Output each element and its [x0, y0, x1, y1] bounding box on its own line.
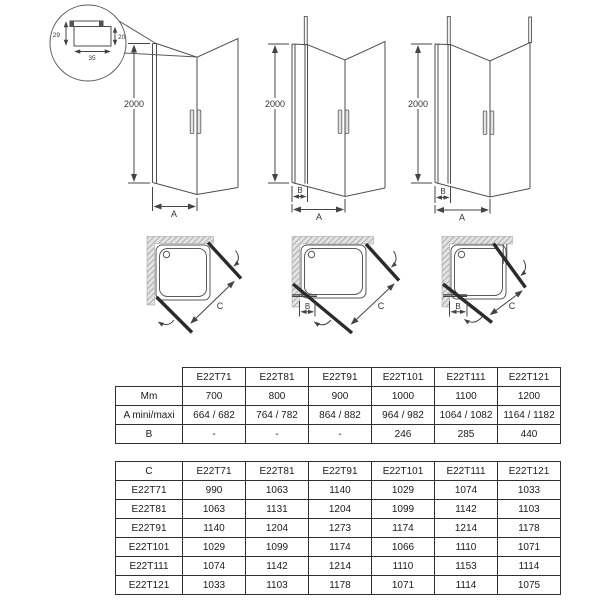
detail-depth-label: 20: [118, 34, 126, 41]
cell: 1214: [309, 557, 372, 576]
swing-arrow-icon: [315, 320, 332, 325]
dim-height-1: [123, 44, 150, 184]
table-row: [116, 500, 561, 519]
table-row: [116, 576, 561, 595]
row-label: E22T101: [116, 538, 183, 557]
width-label: A: [170, 209, 178, 219]
cell: 1071: [498, 538, 561, 557]
cell: 1114: [435, 576, 498, 595]
elevation-2: [264, 17, 385, 223]
col-header: E22T121: [498, 462, 561, 481]
swing-arrow-icon: [521, 260, 526, 276]
c-table: [115, 461, 561, 595]
cell: 1063: [246, 481, 309, 500]
cell: 1200: [498, 387, 561, 406]
offset-label: B: [455, 302, 461, 311]
offset-label: B: [440, 187, 446, 196]
cell: 964 / 982: [372, 406, 435, 425]
cell: 1074: [183, 557, 246, 576]
cell: 800: [246, 387, 309, 406]
cell: 1074: [435, 481, 498, 500]
dim-height-2: [264, 44, 289, 183]
row-label: B: [116, 425, 183, 444]
row-label: A mini/maxi: [116, 406, 183, 425]
swing-arrow-icon: [392, 251, 397, 267]
diagonal-label: C: [508, 301, 516, 311]
door-panel: [157, 297, 193, 333]
swing-arrow-icon: [465, 317, 483, 322]
cell: 1099: [372, 500, 435, 519]
shower-tray: [301, 245, 366, 298]
cell: 900: [309, 387, 372, 406]
cell: 864 / 882: [309, 406, 372, 425]
col-header: E22T71: [183, 368, 246, 387]
cell: 1204: [246, 519, 309, 538]
dim-offset-plan-2: [300, 301, 316, 317]
cell: 1164 / 1182: [498, 406, 561, 425]
height-label: 2000: [123, 99, 145, 109]
row-label: E22T71: [116, 481, 183, 500]
cell: 1071: [372, 576, 435, 595]
c-table-container: [115, 461, 561, 595]
cell: 1075: [498, 576, 561, 595]
cell: 1110: [372, 557, 435, 576]
table-row: [116, 406, 561, 425]
dim-offset-2: [292, 186, 308, 202]
cell: 440: [498, 425, 561, 444]
row-label: Mm: [116, 387, 183, 406]
cell: 1064 / 1082: [435, 406, 498, 425]
diagonal-label: C: [216, 301, 224, 311]
drain-icon: [308, 251, 314, 257]
cell: 1103: [498, 500, 561, 519]
plan-view-1: [147, 237, 241, 333]
row-label: E22T91: [116, 519, 183, 538]
cell: 1110: [435, 538, 498, 557]
swing-arrow-icon: [159, 320, 175, 325]
cell: 1103: [246, 576, 309, 595]
cell: 1029: [183, 538, 246, 557]
table-row: [116, 557, 561, 576]
corner-blank-cell: [116, 368, 183, 387]
col-header: E22T81: [246, 368, 309, 387]
swing-arrow-icon: [234, 251, 238, 267]
col-header: E22T101: [372, 462, 435, 481]
col-header: E22T91: [309, 462, 372, 481]
cell: 1063: [183, 500, 246, 519]
cell: 1142: [435, 500, 498, 519]
cell: 1174: [309, 538, 372, 557]
cell: 700: [183, 387, 246, 406]
spec-table-container: [115, 367, 561, 444]
door-panel: [366, 244, 399, 281]
plan-view-2: [292, 237, 399, 334]
elevation-3: [407, 17, 532, 223]
cell: 1178: [309, 576, 372, 595]
detail-height-label: 29: [52, 32, 60, 39]
door-handle-icon: [190, 110, 194, 134]
col-header: E22T121: [498, 368, 561, 387]
cell: 1033: [498, 481, 561, 500]
cell: 1153: [435, 557, 498, 576]
table-row: [116, 481, 561, 500]
plan-view-3: [442, 237, 526, 323]
cell: 1000: [372, 387, 435, 406]
door-panel: [208, 243, 241, 279]
width-label: A: [458, 212, 466, 223]
dim-diagonal-2: [352, 284, 395, 324]
dim-offset-3: [435, 186, 451, 203]
table-row: [116, 519, 561, 538]
dim-width-2: [292, 199, 345, 222]
cell: 990: [183, 481, 246, 500]
cell: 1131: [246, 500, 309, 519]
cell: 1140: [183, 519, 246, 538]
cell: 1174: [372, 519, 435, 538]
dim-width-1: [153, 187, 198, 219]
table-row: [116, 462, 561, 481]
drain-icon: [163, 251, 169, 257]
detail-width-label: 35: [88, 55, 96, 62]
cell: 1100: [435, 387, 498, 406]
col-header: E22T101: [372, 368, 435, 387]
table-row: [116, 368, 561, 387]
cell: 246: [372, 425, 435, 444]
col-header: E22T91: [309, 368, 372, 387]
cell: 1178: [498, 519, 561, 538]
row-label: E22T81: [116, 500, 183, 519]
width-label: A: [315, 212, 323, 222]
cell: 285: [435, 425, 498, 444]
door-handle-icon: [483, 111, 487, 135]
cell: 664 / 682: [183, 406, 246, 425]
corner-header: C: [116, 462, 183, 481]
cell: 1033: [183, 576, 246, 595]
spec-table: [115, 367, 561, 444]
offset-label: B: [297, 186, 303, 195]
cell: -: [246, 425, 309, 444]
door-panel: [293, 284, 352, 333]
col-header: E22T71: [183, 462, 246, 481]
drain-icon: [458, 251, 464, 257]
col-header: E22T111: [435, 462, 498, 481]
cell: 1273: [309, 519, 372, 538]
cell: 1066: [372, 538, 435, 557]
cell: 1099: [246, 538, 309, 557]
cell: 1204: [309, 500, 372, 519]
row-label: E22T121: [116, 576, 183, 595]
door-panel: [494, 244, 526, 288]
table-row: [116, 425, 561, 444]
offset-label: B: [304, 302, 311, 311]
dim-height-3: [407, 44, 432, 183]
profile-detail: [50, 5, 197, 81]
door-handle-icon: [338, 110, 342, 134]
door-handle-icon: [345, 110, 349, 134]
cell: 1029: [372, 481, 435, 500]
dim-width-3: [435, 199, 490, 223]
elevation-1: [123, 39, 238, 220]
height-label: 2000: [407, 99, 429, 109]
door-handle-icon: [197, 110, 201, 134]
cell: 1140: [309, 481, 372, 500]
cell: 764 / 782: [246, 406, 309, 425]
cell: 1142: [246, 557, 309, 576]
dim-offset-plan-3: [450, 301, 468, 317]
row-label: E22T111: [116, 557, 183, 576]
cell: -: [183, 425, 246, 444]
cell: 1114: [498, 557, 561, 576]
cell: -: [309, 425, 372, 444]
table-row: [116, 387, 561, 406]
height-label: 2000: [264, 99, 286, 109]
table-row: [116, 538, 561, 557]
diagonal-label: C: [377, 301, 385, 311]
door-handle-icon: [490, 111, 494, 135]
detail-leader-lines: [119, 21, 197, 57]
col-header: E22T81: [246, 462, 309, 481]
dim-diagonal-1: [191, 282, 234, 324]
shower-tray: [451, 245, 506, 299]
col-header: E22T111: [435, 368, 498, 387]
cell: 1214: [435, 519, 498, 538]
